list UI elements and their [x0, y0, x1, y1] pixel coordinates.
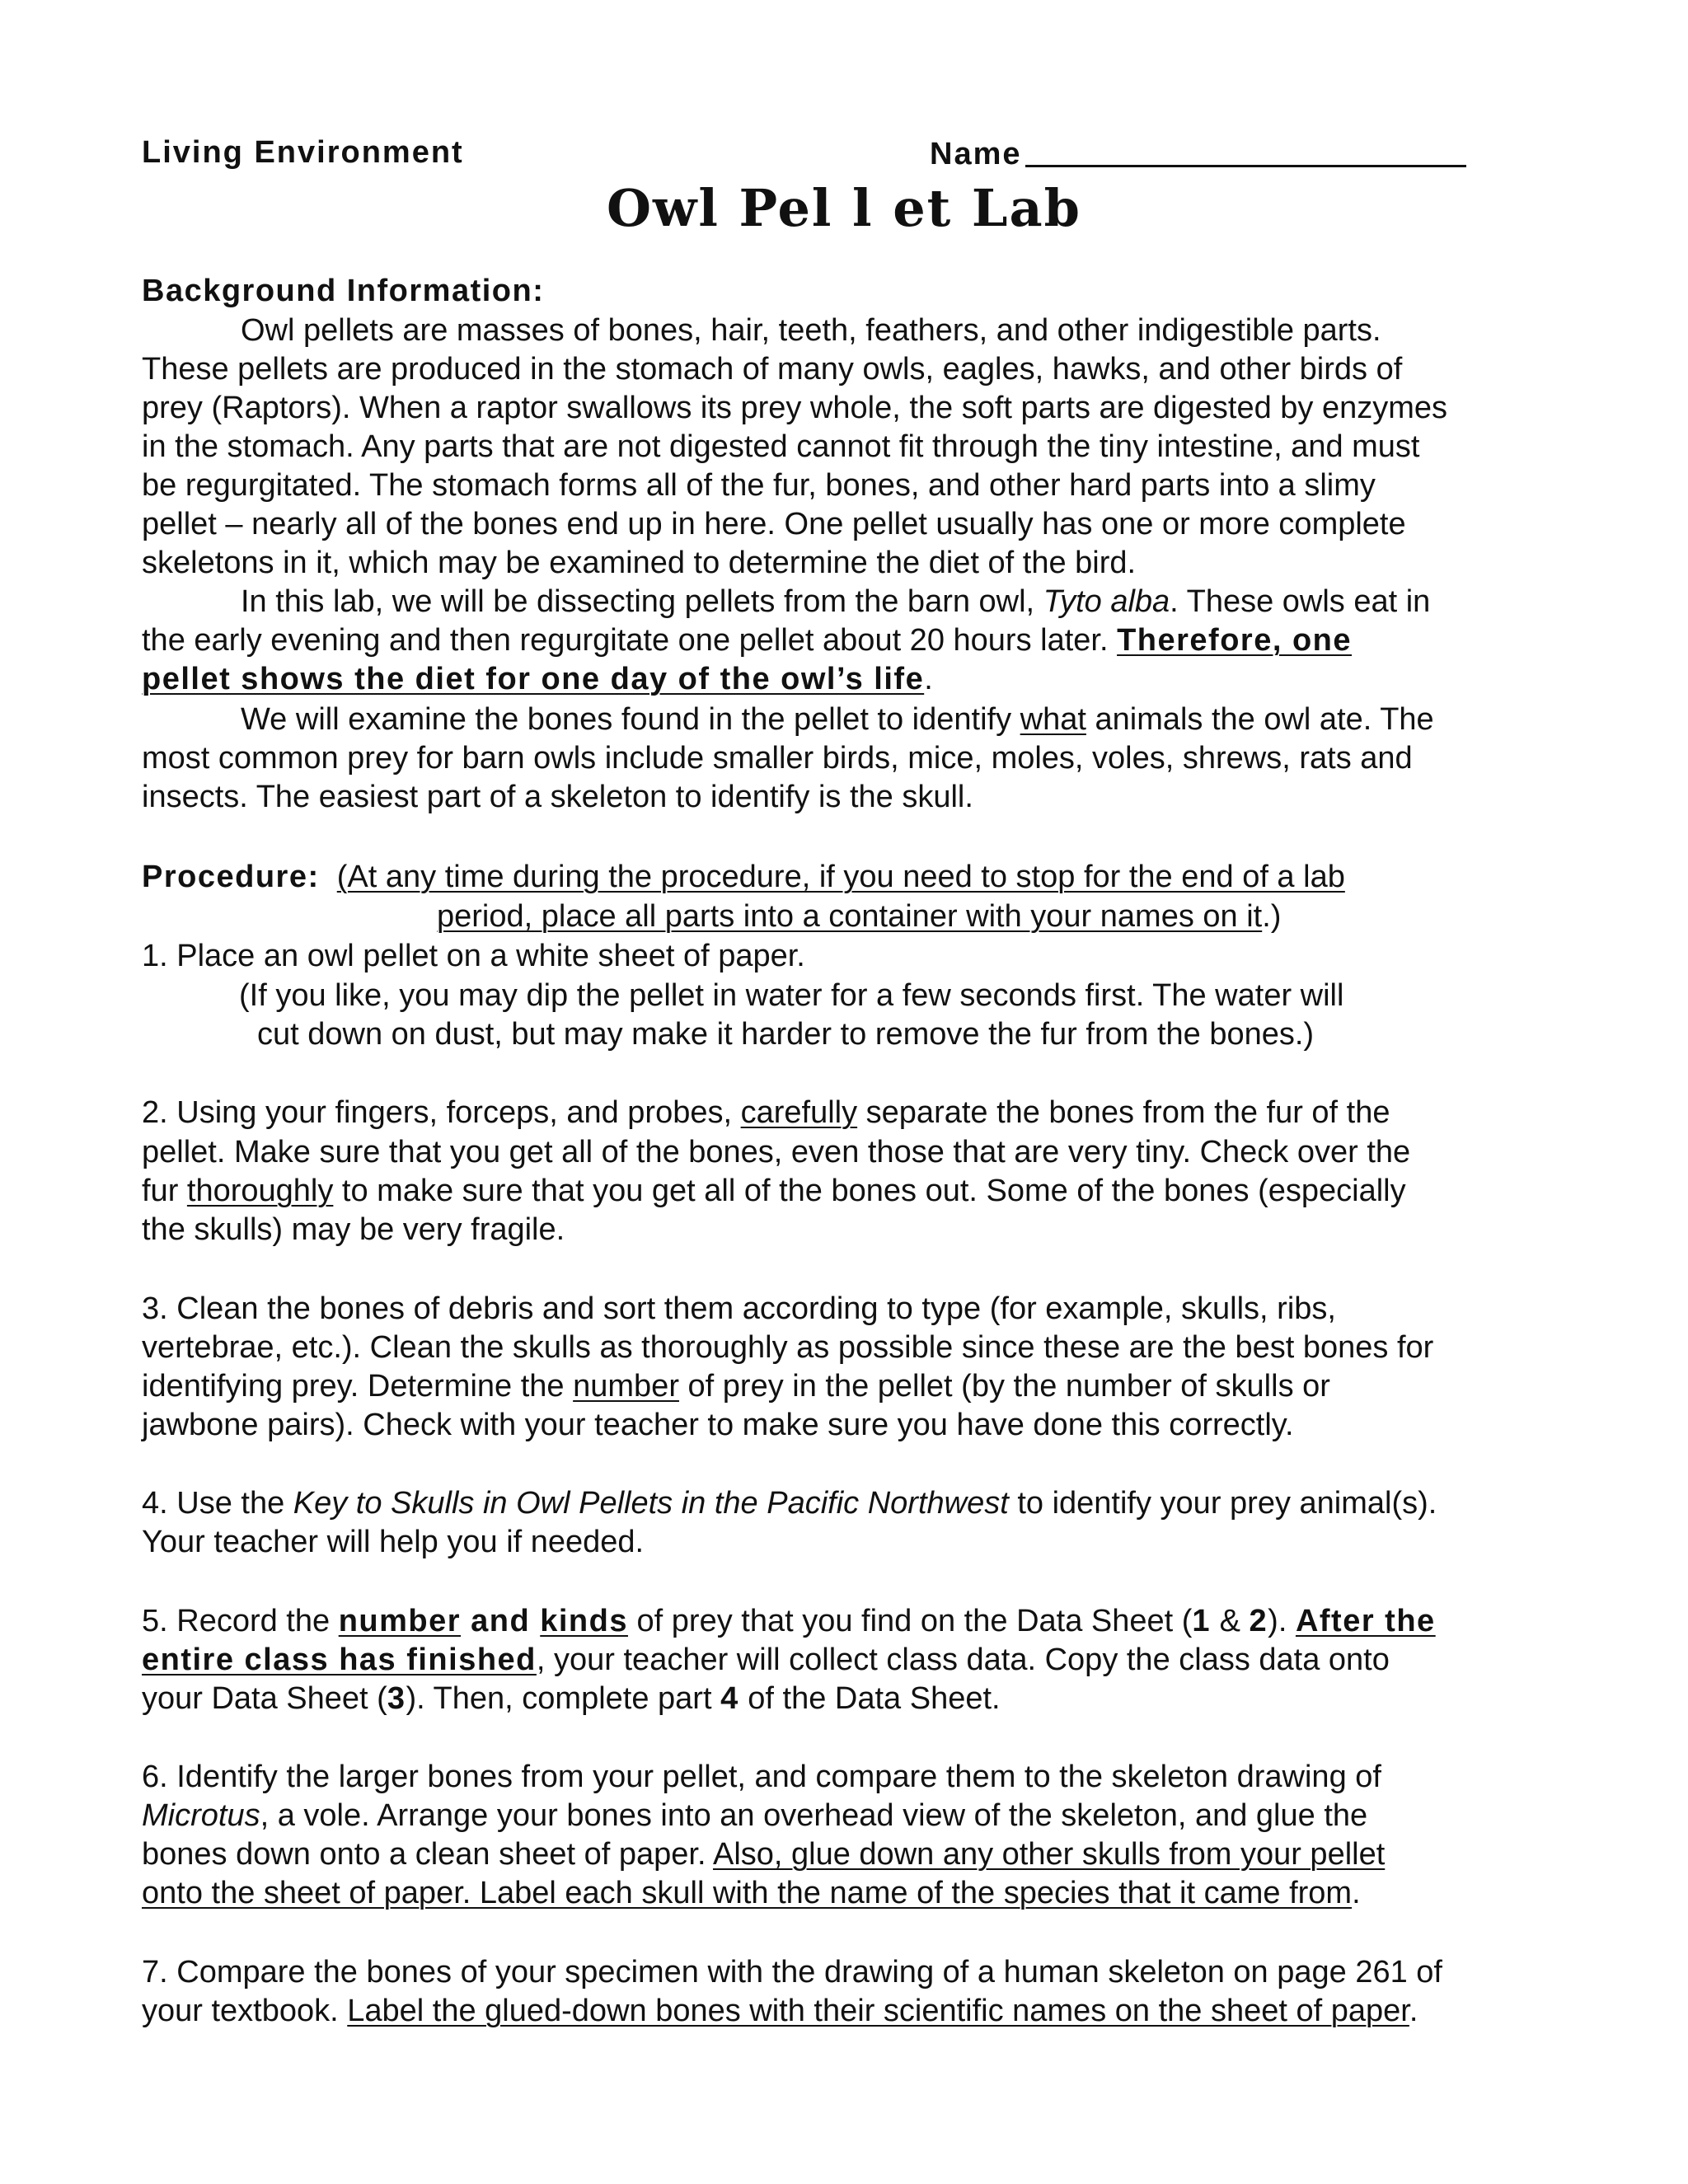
step-3-line [142, 1367, 1559, 1407]
text-run: of the Data Sheet. [738, 1681, 1001, 1716]
text-run: to make sure that you get all of the bones out. Some of the bones (especially [333, 1174, 1406, 1208]
text-run: fur [142, 1174, 187, 1208]
page-title: Owl Pel l et Lab [607, 178, 1081, 238]
background-line: most common prey for barn owls include smaller birds, mice, moles, voles, shrews, rats and [142, 741, 1413, 776]
text-run: and [461, 1604, 541, 1638]
text-run: In this lab, we will be dissecting pellets from the barn owl, [241, 584, 1043, 619]
text-run: of prey that you find on the Data Sheet ( [627, 1604, 1193, 1638]
part-number: 4 [720, 1681, 739, 1716]
step-4 [142, 1484, 1559, 1524]
emphasis: number [573, 1369, 679, 1404]
background-line: skeletons in it, which may be examined to determine the diet of the bird. [142, 546, 1137, 580]
emphasis: kinds [540, 1604, 628, 1638]
part-number: 1 [1192, 1604, 1212, 1638]
emphasis: thoroughly [186, 1174, 334, 1208]
background-line: in the stomach. Any parts that are not digested cannot fit through the tiny intestine, and must [142, 429, 1420, 464]
procedure-heading: Procedure: [142, 860, 320, 894]
procedure-note: period, place all parts into a container with your names on it [437, 899, 1263, 934]
step-2-line: the skulls) may be very fragile. [142, 1212, 565, 1247]
text-run: & [1211, 1604, 1250, 1638]
name-field [930, 135, 1466, 172]
text-run: 2. Using your fingers, forceps, and probes, [142, 1095, 741, 1130]
background-line: These pellets are produced in the stomach of many owls, eagles, hawks, and other birds of [142, 352, 1403, 387]
step-2-line [142, 1172, 1559, 1212]
emphasis: what [1020, 702, 1086, 737]
background-line: pellet – nearly all of the bones end up in here. One pellet usually has one or more complete [142, 507, 1406, 541]
procedure-line [437, 898, 1688, 937]
step-7-line [142, 1992, 1559, 2032]
text-run: your textbook. [142, 1994, 348, 2028]
background-line [142, 621, 1559, 661]
name-blank-line [1025, 135, 1466, 167]
key-point: Therefore, one [1117, 623, 1353, 658]
procedure-note: (At any time during the procedure, if you need to stop for the end of a lab [336, 860, 1345, 894]
step-5 [142, 1602, 1559, 1642]
step-1-note: cut down on dust, but may make it harder to remove the fur from the bones.) [257, 1017, 1315, 1052]
text-run: identifying prey. Determine the [142, 1369, 574, 1404]
emphasis: onto the sheet of paper. Label each skull with the name of the species that it came from [142, 1876, 1353, 1910]
part-number: 3 [387, 1681, 406, 1716]
course-label: Living Environment [142, 135, 464, 170]
step-3: 3. Clean the bones of debris and sort them according to type (for example, skulls, ribs, [142, 1291, 1336, 1326]
text-run: 5. Record the [142, 1604, 339, 1638]
emphasis: Also, glue down any other skulls from your pellet [712, 1837, 1386, 1872]
key-point: After the [1295, 1604, 1436, 1638]
background-line [241, 701, 1658, 740]
text-run: , a vole. Arrange your bones into an overhead view of the skeleton, and glue the [260, 1798, 1368, 1833]
key-point: pellet shows the diet for one day of the owl’s life [142, 662, 925, 696]
text-run: the early evening and then regurgitate one pellet about 20 hours later. [142, 623, 1118, 658]
step-6: 6. Identify the larger bones from your pellet, and compare them to the skeleton drawing of [142, 1760, 1381, 1794]
step-2 [142, 1094, 1559, 1133]
background-line: insects. The easiest part of a skeleton to identify is the skull. [142, 780, 973, 814]
key-point: entire class has finished [142, 1643, 537, 1677]
part-number: 2 [1249, 1604, 1268, 1638]
text-run: We will examine the bones found in the pellet to identify [241, 702, 1020, 737]
step-2-line: pellet. Make sure that you get all of the bones, even those that are very tiny. Check over the [142, 1135, 1411, 1169]
step-6-line [142, 1874, 1559, 1914]
text-run: of prey in the pellet (by the number of skulls or [678, 1369, 1330, 1404]
emphasis: number [338, 1604, 462, 1638]
species-name: Microtus [142, 1798, 260, 1833]
step-1-note: (If you like, you may dip the pellet in water for a few seconds first. The water will [239, 978, 1344, 1013]
text-run: , your teacher will collect class data. Copy the class data onto [536, 1643, 1390, 1677]
step-4-line: Your teacher will help you if needed. [142, 1525, 645, 1559]
text-run: . [1352, 1876, 1361, 1910]
step-5-line [142, 1641, 1559, 1680]
text-run: animals the owl ate. The [1085, 702, 1434, 737]
step-1: 1. Place an owl pellet on a white sheet of paper. [142, 939, 805, 973]
text-run: ). Then, complete part [406, 1681, 721, 1716]
step-5-line [142, 1680, 1559, 1719]
step-3-line: jawbone pairs). Check with your teacher to make sure you have done this correctly. [142, 1408, 1294, 1442]
text-run: . These owls eat in [1170, 584, 1431, 619]
reference-title: Key to Skulls in Owl Pellets in the Pacific Northwest [293, 1486, 1009, 1521]
text-run: bones down onto a clean sheet of paper. [142, 1837, 713, 1872]
step-3-line: vertebrae, etc.). Clean the skulls as thoroughly as possible since these are the best bones for [142, 1330, 1434, 1365]
background-line: be regurgitated. The stomach forms all of the fur, bones, and other hard parts into a slimy [142, 468, 1376, 503]
background-line: Owl pellets are masses of bones, hair, teeth, feathers, and other indigestible parts. [241, 313, 1381, 348]
text-run: 4. Use the [142, 1486, 293, 1521]
background-line [142, 660, 1559, 700]
step-6-line [142, 1835, 1559, 1875]
text-run: ). [1268, 1604, 1296, 1638]
procedure-line [142, 858, 1559, 898]
text-run: your Data Sheet ( [142, 1681, 387, 1716]
background-heading: Background Information: [142, 274, 545, 308]
background-line: prey (Raptors). When a raptor swallows its prey whole, the soft parts are digested by enzymes [142, 391, 1448, 425]
text-run: . [924, 662, 933, 696]
species-name: Tyto alba [1043, 584, 1170, 619]
text-run: separate the bones from the fur of the [857, 1095, 1390, 1130]
step-7: 7. Compare the bones of your specimen with the drawing of a human skeleton on page 261 of [142, 1955, 1442, 1990]
text-run: .) [1262, 899, 1282, 934]
background-line [241, 583, 1658, 622]
emphasis: carefully [740, 1095, 858, 1130]
emphasis: Label the glued-down bones with their scientific names on the sheet of paper [347, 1994, 1409, 2028]
step-6-line [142, 1797, 1559, 1836]
text-run: . [1409, 1994, 1418, 2028]
name-label: Name [930, 137, 1022, 171]
text-run: to identify your prey animal(s). [1008, 1486, 1437, 1521]
